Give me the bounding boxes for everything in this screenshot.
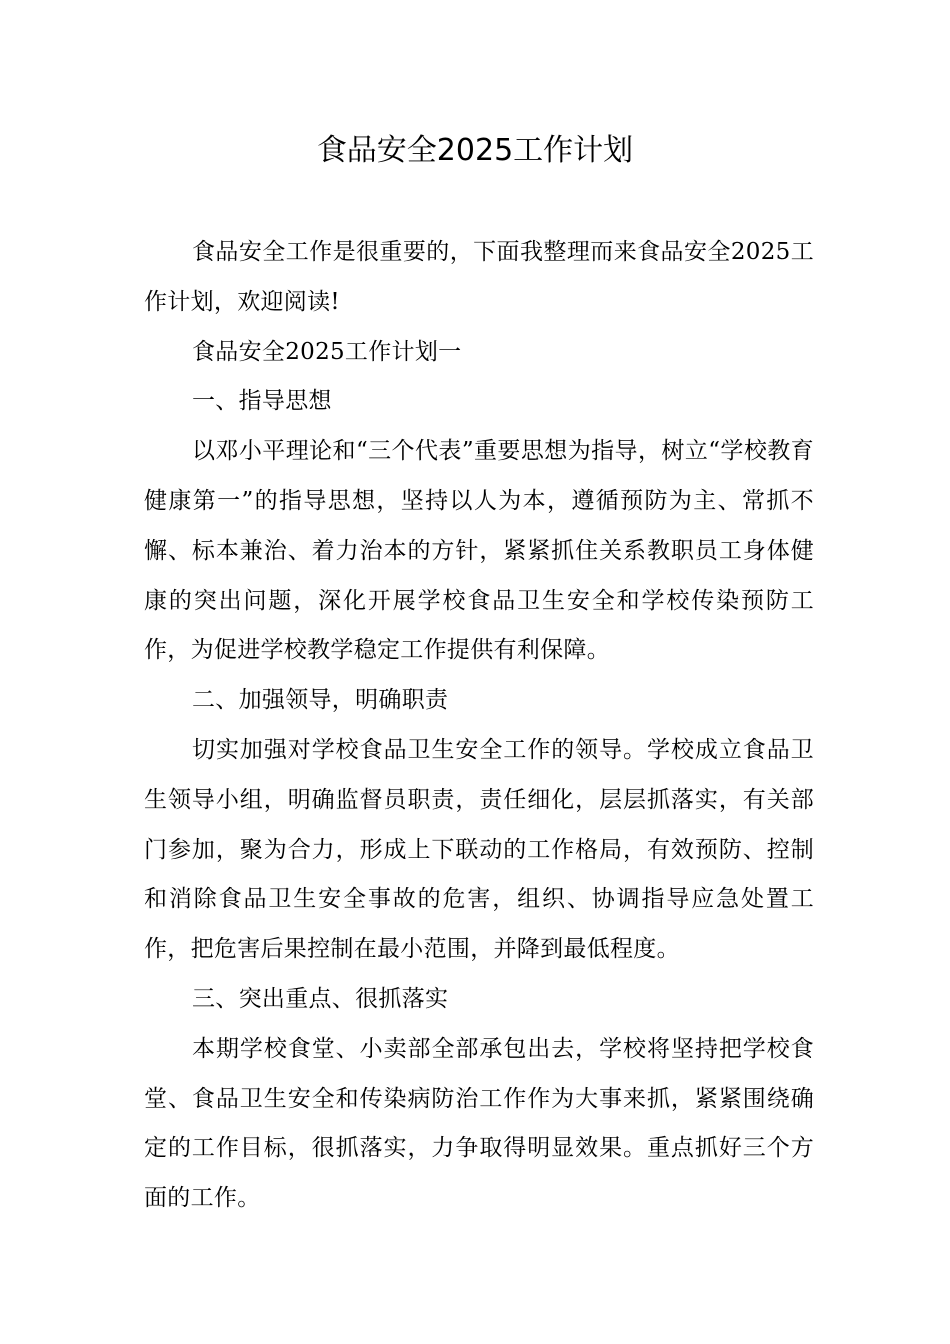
guiding-ideology-paragraph: 以邓小平理论和“三个代表”重要思想为指导，树立“学校教育健康第一”的指导思想，坚持以人为本，遵循预防为主、常抓不懈、标本兼治、着力治本的方针，紧紧抓住关系教职员工身体健康的突出问题，深化开展学校食品卫生安全和学校传染预防工作，为促进学校教学稳定工作提供有利保障。 xyxy=(144,438,814,664)
leadership-paragraph: 切实加强对学校食品卫生安全工作的领导。学校成立食品卫生领导小组，明确监督员职责，责任细化，层层抓落实，有关部门参加，聚为合力，形成上下联动的工作格局，有效预防、控制和消除食品卫生安全事故的危害，组织、协调指导应急处置工作，把危害后果控制在最小范围，并降到最低程度。 xyxy=(144,736,814,963)
document-title: 食品安全2025工作计划 xyxy=(316,133,634,168)
section-heading-guiding-ideology: 一、指导思想 xyxy=(192,388,332,415)
section-heading-leadership: 二、加强领导，明确职责 xyxy=(192,687,449,714)
section-heading-key-points: 三、突出重点、很抓落实 xyxy=(192,985,449,1012)
intro-paragraph: 食品安全工作是很重要的，下面我整理而来食品安全2025工作计划，欢迎阅读! xyxy=(144,239,814,315)
document-body xyxy=(144,228,814,1224)
key-points-paragraph: 本期学校食堂、小卖部全部承包出去，学校将坚持把学校食堂、食品卫生安全和传染病防治工作作为大事来抓，紧紧围绕确定的工作目标，很抓落实，力争取得明显效果。重点抓好三个方面的工作。 xyxy=(144,1035,814,1212)
plan-one-heading: 食品安全2025工作计划一 xyxy=(192,338,462,365)
